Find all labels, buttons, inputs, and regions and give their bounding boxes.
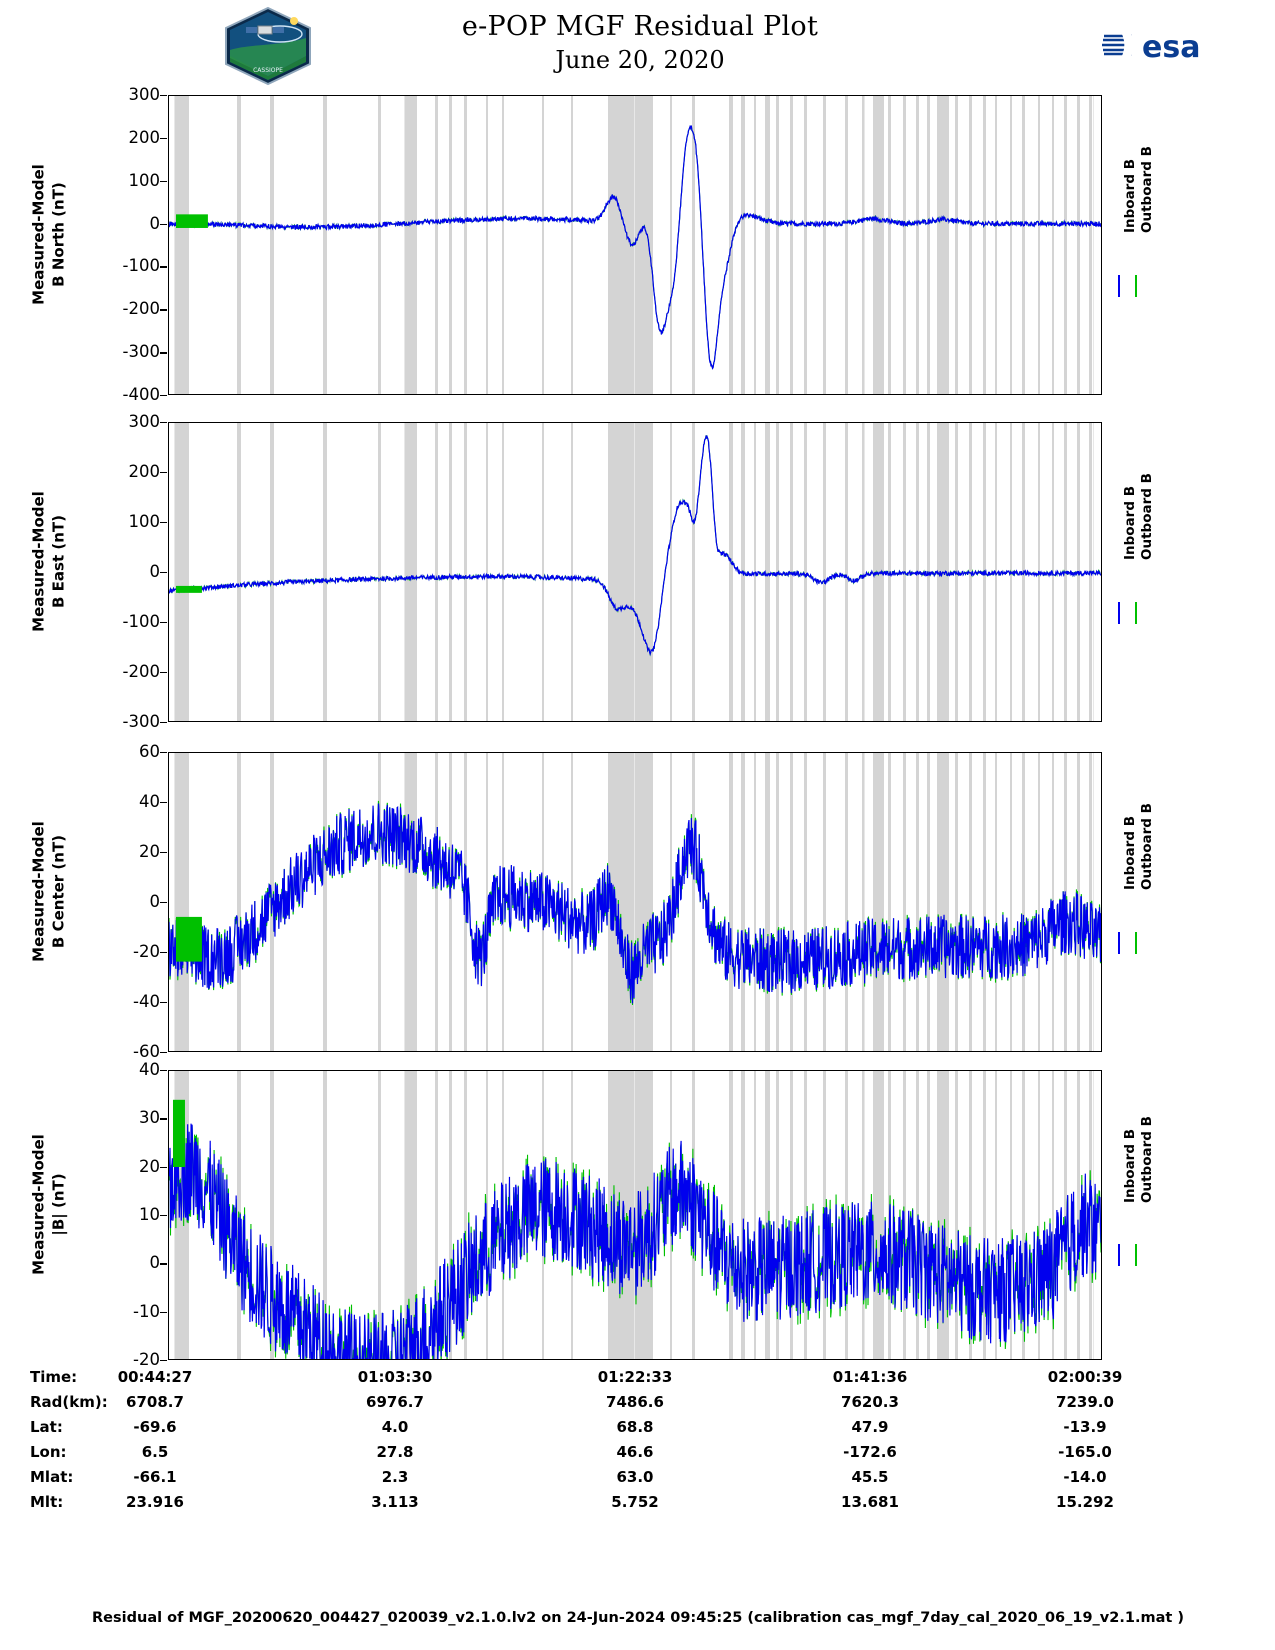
panel-4-y-axis <box>100 1060 160 1369</box>
ephemeris-value: 46.6 <box>616 1443 654 1461</box>
ephemeris-row-label: Mlt: <box>30 1493 64 1511</box>
trace-inboard-b <box>169 126 1101 368</box>
y-tick-label: 20 <box>139 1156 160 1176</box>
y-tick-label: 0 <box>149 213 160 233</box>
y-tick-mark <box>160 352 167 353</box>
y-tick-mark <box>160 181 167 182</box>
outboard-start-segment <box>176 586 202 593</box>
panel-1-y-axis <box>100 85 160 404</box>
panel-3-ylabel <box>24 752 68 1052</box>
legend-swatch-outboard <box>1135 275 1137 297</box>
y-tick-mark <box>160 1118 167 1119</box>
legend-swatch-inboard <box>1118 275 1120 297</box>
y-tick-mark <box>160 266 167 267</box>
trace-inboard-b <box>169 804 1101 1004</box>
ephemeris-row <box>30 1493 1190 1518</box>
y-tick-mark <box>160 722 167 723</box>
legend-swatch-outboard <box>1135 1244 1137 1266</box>
ephemeris-value: 45.5 <box>851 1468 889 1486</box>
panel-1-ylabel <box>24 95 68 395</box>
ephemeris-value: 7620.3 <box>841 1393 899 1411</box>
panel-2-y-axis <box>100 412 160 731</box>
ephemeris-row <box>30 1368 1190 1393</box>
panel-4-ylabel-line2: |B| (nT) <box>49 1173 68 1236</box>
y-tick-mark <box>160 1263 167 1264</box>
epop-cassiope-mission-logo <box>222 6 314 86</box>
y-tick-mark <box>160 522 167 523</box>
ephemeris-value: 5.752 <box>611 1493 659 1511</box>
y-tick-label: -400 <box>122 385 160 404</box>
panel-2-ylabel-line1: Measured-Model <box>29 491 48 632</box>
ephemeris-value: -13.9 <box>1063 1418 1107 1436</box>
y-tick-label: -200 <box>122 662 160 681</box>
panel-b-east-plot <box>169 423 1101 721</box>
y-tick-label: 20 <box>139 842 160 861</box>
y-tick-mark <box>160 952 167 953</box>
y-tick-mark <box>160 422 167 423</box>
y-tick-label: 300 <box>128 412 160 431</box>
trace-inboard-b <box>169 1124 1101 1359</box>
outboard-start-segment <box>173 1100 185 1167</box>
legend-swatch-inboard <box>1118 602 1120 624</box>
y-tick-label: 0 <box>149 892 160 911</box>
y-tick-label: -20 <box>133 1350 160 1369</box>
trace-group <box>169 1071 1101 1359</box>
y-tick-mark <box>160 95 167 96</box>
ephemeris-row <box>30 1393 1190 1418</box>
y-tick-label: 0 <box>149 1253 160 1273</box>
y-tick-mark <box>160 852 167 853</box>
y-tick-mark <box>160 1052 167 1053</box>
y-tick-label: 100 <box>128 170 160 190</box>
y-tick-mark <box>160 224 167 225</box>
ephemeris-value: -172.6 <box>843 1443 897 1461</box>
ephemeris-value: 7486.6 <box>606 1393 664 1411</box>
footer-caption: Residual of MGF_20200620_004427_020039_v2.1.0.lv2 on 24-Jun-2024 09:45:25 (calibration cas_mgf_7day_cal_2020_06_19_v2.1.mat ) <box>92 1610 1184 1626</box>
ephemeris-value: 6976.7 <box>366 1393 424 1411</box>
ephemeris-value: 68.8 <box>616 1418 654 1436</box>
y-tick-mark <box>160 802 167 803</box>
trace-outboard-b <box>169 126 1101 368</box>
title-line-2: June 20, 2020 <box>555 46 725 74</box>
panel-3-ylabel-line1: Measured-Model <box>29 821 48 962</box>
ephemeris-value: 01:41:36 <box>832 1368 908 1386</box>
panel-2-legend <box>1108 422 1168 722</box>
y-tick-label: -60 <box>133 1042 160 1061</box>
ephemeris-value: 00:44:27 <box>117 1368 193 1386</box>
trace-group <box>169 96 1101 394</box>
y-tick-mark <box>160 138 167 139</box>
trace-inboard-b <box>169 435 1101 654</box>
ephemeris-value: 02:00:39 <box>1047 1368 1123 1386</box>
panel-2-ylabel-line2: B East (nT) <box>49 515 68 608</box>
ephemeris-value: 3.113 <box>371 1493 419 1511</box>
ephemeris-value: 63.0 <box>616 1468 654 1486</box>
trace-group <box>169 753 1101 1051</box>
y-tick-label: -20 <box>133 942 160 961</box>
y-tick-label: 40 <box>139 1060 160 1079</box>
ephemeris-value: 6.5 <box>141 1443 169 1461</box>
panel-b-magnitude-plot <box>169 1071 1101 1359</box>
panel-4-ylabel <box>24 1070 68 1360</box>
y-tick-label: 30 <box>139 1108 160 1128</box>
ephemeris-value: 23.916 <box>126 1493 184 1511</box>
y-tick-mark <box>160 902 167 903</box>
panel-3-legend <box>1108 752 1168 1052</box>
y-tick-label: -100 <box>122 612 160 631</box>
y-tick-label: -300 <box>122 712 160 731</box>
panel-b-east <box>168 422 1102 722</box>
panel-b-center-plot <box>169 753 1101 1051</box>
y-tick-label: -40 <box>133 992 160 1011</box>
panel-b-north-plot <box>169 96 1101 394</box>
trace-outboard-b <box>169 435 1101 654</box>
ephemeris-value: -14.0 <box>1063 1468 1107 1486</box>
legend-label-outboard: Outboard B <box>1139 473 1155 560</box>
panel-4-ylabel-line1: Measured-Model <box>29 1134 48 1275</box>
ephemeris-row <box>30 1443 1190 1468</box>
trace-group <box>169 423 1101 721</box>
ephemeris-value: 13.681 <box>841 1493 899 1511</box>
legend-label-inboard: Inboard B <box>1122 1129 1138 1204</box>
ephemeris-value: -66.1 <box>133 1468 177 1486</box>
y-tick-label: -300 <box>122 342 160 362</box>
esa-logo <box>1098 24 1223 66</box>
panel-3-y-axis <box>100 742 160 1061</box>
ephemeris-row-label: Time: <box>30 1368 78 1386</box>
y-tick-mark <box>160 1070 167 1071</box>
ephemeris-value: 27.8 <box>376 1443 414 1461</box>
y-tick-label: 200 <box>128 462 160 481</box>
ephemeris-value: 2.3 <box>381 1468 409 1486</box>
y-tick-label: -200 <box>122 299 160 319</box>
ephemeris-row <box>30 1418 1190 1443</box>
title-line-1: e-POP MGF Residual Plot <box>461 11 819 42</box>
legend-swatch-outboard <box>1135 932 1137 954</box>
panel-1-legend <box>1108 95 1168 395</box>
svg-text:CASSIOPE: CASSIOPE <box>253 67 283 74</box>
y-tick-mark <box>160 395 167 396</box>
ephemeris-table <box>30 1368 1190 1518</box>
legend-label-outboard: Outboard B <box>1139 803 1155 890</box>
y-tick-label: 40 <box>139 792 160 811</box>
legend-swatch-inboard <box>1118 1244 1120 1266</box>
legend-label-outboard: Outboard B <box>1139 146 1155 233</box>
y-tick-label: -10 <box>133 1301 160 1321</box>
outboard-start-segment <box>176 214 208 228</box>
y-tick-mark <box>160 472 167 473</box>
ephemeris-value: 01:22:33 <box>597 1368 673 1386</box>
legend-label-inboard: Inboard B <box>1122 486 1138 560</box>
panel-b-center <box>168 752 1102 1052</box>
y-tick-label: 60 <box>139 742 160 761</box>
y-tick-mark <box>160 1002 167 1003</box>
y-tick-mark <box>160 1215 167 1216</box>
ephemeris-value: 47.9 <box>851 1418 889 1436</box>
y-tick-mark <box>160 752 167 753</box>
panel-1-ylabel-line2: B North (nT) <box>49 182 68 287</box>
y-tick-label: 10 <box>139 1205 160 1224</box>
y-tick-mark <box>160 1312 167 1313</box>
y-tick-mark <box>160 622 167 623</box>
ephemeris-row-label: Lat: <box>30 1418 63 1436</box>
panel-3-ylabel-line2: B Center (nT) <box>49 834 68 949</box>
ephemeris-row-label: Rad(km): <box>30 1393 108 1411</box>
y-tick-mark <box>160 309 167 310</box>
y-tick-label: -100 <box>122 256 160 276</box>
y-tick-label: 100 <box>128 512 160 531</box>
panel-1-ylabel-line1: Measured-Model <box>29 164 48 305</box>
page-title <box>330 10 950 76</box>
panel-2-ylabel <box>24 422 68 722</box>
y-tick-label: 200 <box>128 127 160 147</box>
legend-swatch-inboard <box>1118 932 1120 954</box>
panel-b-magnitude <box>168 1070 1102 1360</box>
y-tick-label: 300 <box>128 85 160 104</box>
panel-4-legend <box>1108 1070 1168 1360</box>
legend-swatch-outboard <box>1135 602 1137 624</box>
y-tick-mark <box>160 1167 167 1168</box>
panel-b-north <box>168 95 1102 395</box>
y-tick-mark <box>160 672 167 673</box>
legend-label-inboard: Inboard B <box>1122 816 1138 890</box>
ephemeris-value: 4.0 <box>381 1418 409 1436</box>
outboard-start-segment <box>176 917 202 962</box>
ephemeris-row-label: Lon: <box>30 1443 67 1461</box>
ephemeris-value: 01:03:30 <box>357 1368 433 1386</box>
legend-label-inboard: Inboard B <box>1122 159 1138 233</box>
y-tick-mark <box>160 572 167 573</box>
ephemeris-value: 7239.0 <box>1056 1393 1114 1411</box>
ephemeris-value: 6708.7 <box>126 1393 184 1411</box>
legend-label-outboard: Outboard B <box>1139 1116 1155 1204</box>
ephemeris-row <box>30 1468 1190 1493</box>
ephemeris-value: -69.6 <box>133 1418 177 1436</box>
y-tick-mark <box>160 1360 167 1361</box>
page-header <box>0 0 1275 88</box>
ephemeris-value: 15.292 <box>1056 1493 1114 1511</box>
esa-wordmark: esa <box>1142 30 1201 65</box>
ephemeris-row-label: Mlat: <box>30 1468 74 1486</box>
ephemeris-value: -165.0 <box>1058 1443 1112 1461</box>
y-tick-label: 0 <box>149 562 160 581</box>
